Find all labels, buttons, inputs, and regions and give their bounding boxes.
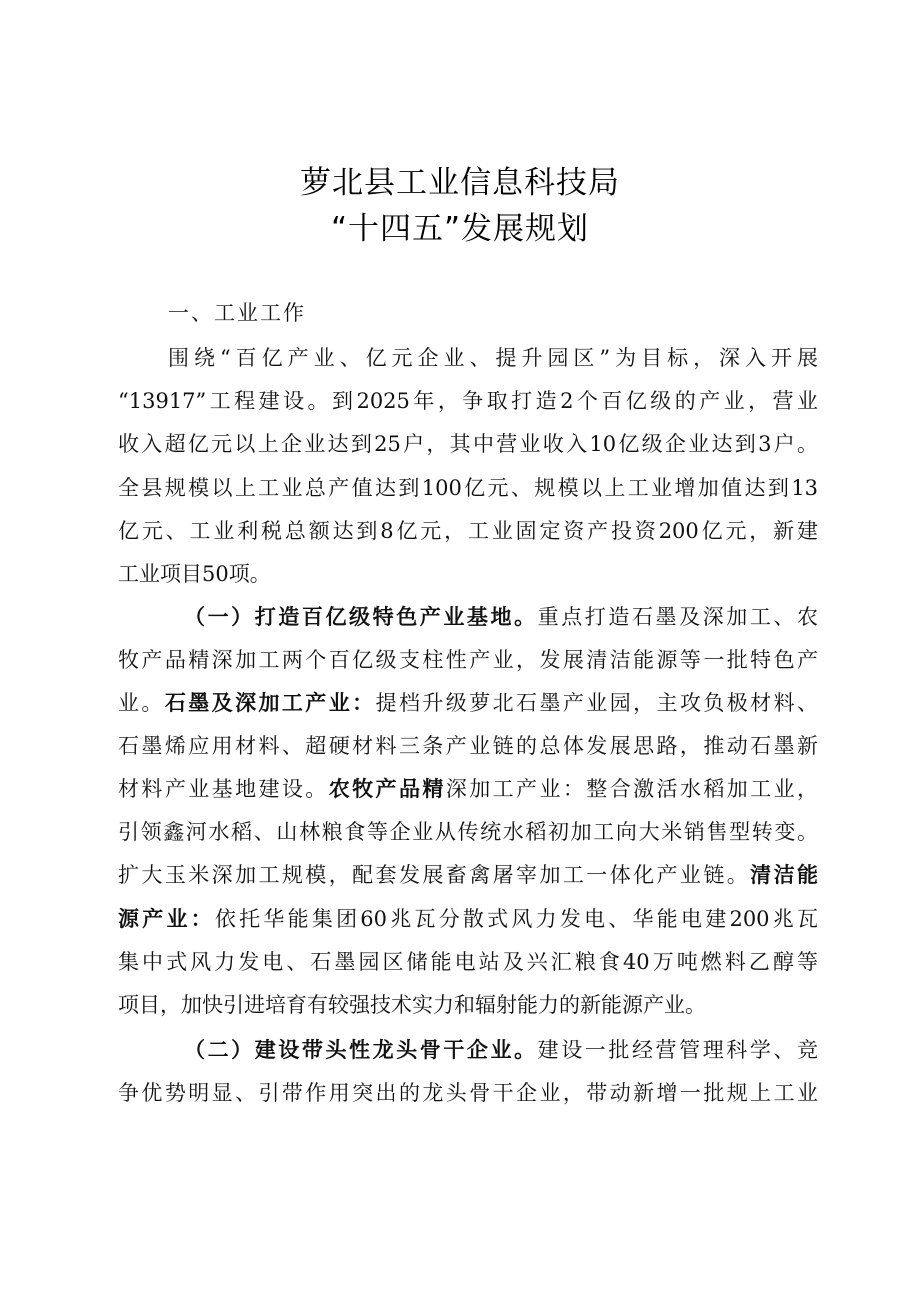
paragraph-line: 全县规模以上工业总产值达到100亿元、规模以上工业增加值达到13 xyxy=(118,476,818,500)
bold-term: 源产业： xyxy=(118,907,215,931)
bold-heading: （一）打造百亿级特色产业基地。 xyxy=(184,605,538,629)
paragraph-line xyxy=(118,689,818,717)
paragraph-line: 争优势明显、引带作用突出的龙头骨干企业，带动新增一批规上工业 xyxy=(118,1081,818,1105)
paragraph-line: 牧产品精深加工两个百亿级支柱性产业，发展清洁能源等一批特色产 xyxy=(118,648,818,672)
bold-term: 清洁能 xyxy=(750,863,818,887)
paragraph-line: 工业项目50项。 xyxy=(118,562,271,586)
paragraph-line: 项目，加快引进培育有较强技术实力和辐射能力的新能源产业。 xyxy=(118,993,706,1017)
paragraph-text: 依托华能集团60兆瓦分散式风力发电、华能电建200兆瓦 xyxy=(214,907,818,931)
document-title-line2: “十四五”发展规划 xyxy=(330,211,590,247)
paragraph-text: 提档升级萝北石墨产业园，主攻负极材料、 xyxy=(375,691,818,715)
paragraph-line: “13917”工程建设。到2025年，争取打造2个百亿级的产业，营业 xyxy=(118,389,818,413)
paragraph-line xyxy=(184,603,818,631)
paragraph-text: 扩大玉米深加工规模，配套发展畜禽屠宰加工一体化产业链。 xyxy=(118,863,751,887)
paragraph-line: 围绕“百亿产业、亿元企业、提升园区”为目标，深入开展 xyxy=(168,346,818,370)
bold-term: 石墨及深加工产业： xyxy=(164,691,376,715)
bold-heading: （二）建设带头性龙头骨干企业。 xyxy=(184,1038,538,1062)
paragraph-line: 亿元、工业利税总额达到8亿元，工业固定资产投资200亿元，新建 xyxy=(118,519,818,543)
paragraph-line xyxy=(184,1036,818,1064)
paragraph-line xyxy=(118,775,818,803)
paragraph-line: 集中式风力发电、石墨园区储能电站及兴汇粮食40万吨燃料乙醇等 xyxy=(118,950,818,974)
paragraph-text: 业。 xyxy=(118,691,165,715)
bold-term: 农牧产品精 xyxy=(328,777,446,801)
paragraph-text: 建设一批经营管理科学、竞 xyxy=(537,1038,818,1062)
paragraph-text: 深加工产业：整合激活水稻加工业， xyxy=(445,777,818,801)
paragraph-line xyxy=(118,861,818,889)
paragraph-line: 收入超亿元以上企业达到25户，其中营业收入10亿级企业达到3户。 xyxy=(118,432,818,456)
paragraph-line xyxy=(118,905,818,933)
paragraph-text: 材料产业基地建设。 xyxy=(118,777,329,801)
document-title-line1: 萝北县工业信息科技局 xyxy=(300,165,620,201)
paragraph-line: 石墨烯应用材料、超硬材料三条产业链的总体发展思路，推动石墨新 xyxy=(118,734,818,758)
section-heading: 一、工业工作 xyxy=(168,301,306,325)
paragraph-text: 重点打造石墨及深加工、农 xyxy=(537,605,818,629)
paragraph-line: 引领鑫河水稻、山林粮食等企业从传统水稻初加工向大米销售型转变。 xyxy=(118,820,818,844)
